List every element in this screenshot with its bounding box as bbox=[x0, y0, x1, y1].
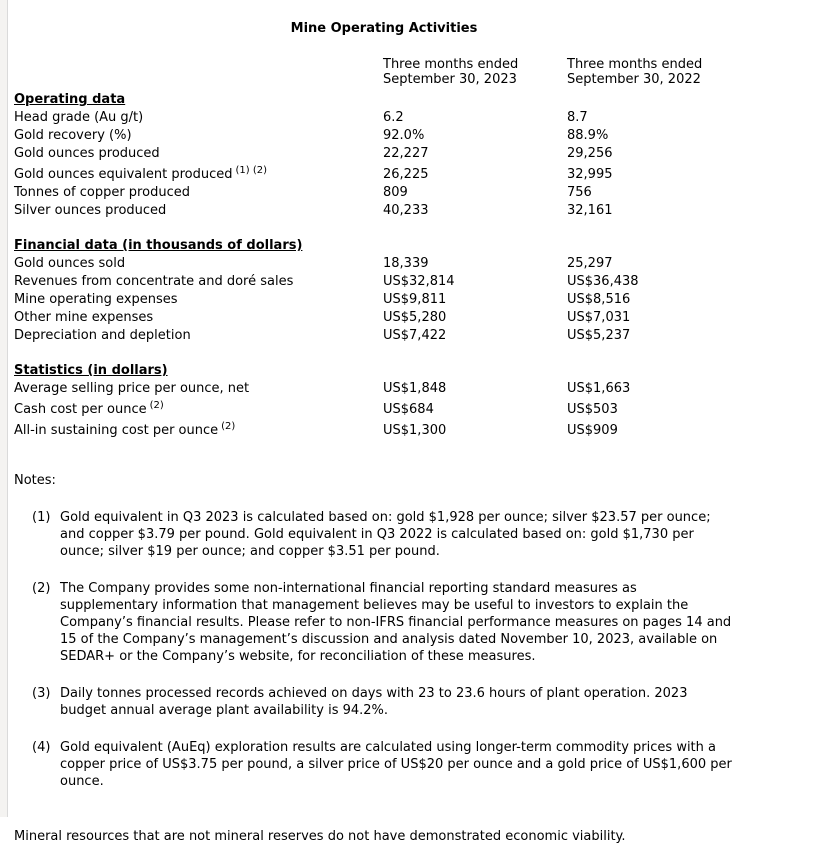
footnote-reference: (2) bbox=[149, 399, 164, 411]
note-text: Gold equivalent in Q3 2023 is calculated based on: gold $1,928 per ounce; silver $23.57 per ounce; and copper $3.79 per pound. Gold equivalent in Q3 2022 is calculated based on: gold $1,730 per ounce; silver $19 per ounce; and copper $3.51 per pound. bbox=[60, 510, 711, 559]
row-label: Gold ounces equivalent produced $^{(1) (2)}$ bbox=[14, 164, 268, 182]
value-2023: 18,339 bbox=[383, 256, 429, 271]
left-gutter-strip bbox=[0, 0, 8, 817]
note-item bbox=[14, 509, 790, 560]
row-label: Gold ounces produced bbox=[14, 146, 160, 161]
row-label: Cash cost per ounce $^{(2)}$ bbox=[14, 399, 164, 417]
note-text: The Company provides some non-international financial reporting standard measures as supplementary information that management believes may be useful to investors to explain the Company’s financial results. Please refer to non-IFRS financial performance measures on pages 14 and 15 of the Company’s management’s discussion and analysis dated November 10, 2023, available on SEDAR+ or the Company’s website, for reconciliation of these measures. bbox=[60, 581, 732, 664]
footnote-reference: (2) bbox=[221, 420, 236, 432]
row-label: Gold recovery (%) bbox=[14, 128, 132, 143]
value-2023: US$7,422 bbox=[383, 328, 447, 343]
row-label: Tonnes of copper produced bbox=[14, 185, 190, 200]
table-row bbox=[14, 202, 790, 220]
table-row bbox=[14, 327, 790, 345]
section-heading: Operating data bbox=[14, 92, 126, 107]
value-2023: US$1,848 bbox=[383, 381, 447, 396]
notes-section bbox=[14, 472, 790, 790]
value-2022: 756 bbox=[567, 185, 592, 200]
value-2022: US$36,438 bbox=[567, 274, 639, 289]
note-item bbox=[14, 739, 790, 790]
value-2023: 26,225 bbox=[383, 167, 429, 182]
note-number: (3) bbox=[32, 686, 51, 701]
value-2023: US$5,280 bbox=[383, 310, 447, 325]
column-header-2022-line1: Three months ended bbox=[567, 57, 703, 72]
value-2022: US$503 bbox=[567, 402, 618, 417]
column-header-2022 bbox=[567, 57, 790, 87]
value-2022: US$909 bbox=[567, 423, 618, 438]
row-label: Mine operating expenses bbox=[14, 292, 178, 307]
row-label: Other mine expenses bbox=[14, 310, 154, 325]
table-row bbox=[14, 127, 790, 145]
section-heading: Statistics (in dollars) bbox=[14, 363, 168, 378]
page-title: Mine Operating Activities bbox=[290, 21, 478, 36]
table-section bbox=[14, 362, 790, 440]
row-label: All-in sustaining cost per ounce $^{(2)}$ bbox=[14, 420, 236, 438]
value-2022: 32,995 bbox=[567, 167, 613, 182]
row-label: Head grade (Au g/t) bbox=[14, 110, 144, 125]
table-row bbox=[14, 255, 790, 273]
value-2023: 22,227 bbox=[383, 146, 429, 161]
column-header-2022-line2: September 30, 2022 bbox=[567, 72, 701, 87]
value-2023: 40,233 bbox=[383, 203, 429, 218]
value-2023: US$32,814 bbox=[383, 274, 455, 289]
value-2023: US$9,811 bbox=[383, 292, 447, 307]
value-2023: 6.2 bbox=[383, 110, 404, 125]
data-table bbox=[14, 91, 790, 440]
value-2022: US$1,663 bbox=[567, 381, 631, 396]
note-number: (2) bbox=[32, 581, 51, 596]
table-row bbox=[14, 273, 790, 291]
footnote-reference: (1) (2) bbox=[235, 164, 268, 176]
table-row bbox=[14, 184, 790, 202]
note-number: (4) bbox=[32, 740, 51, 755]
table-row bbox=[14, 109, 790, 127]
value-2022: 25,297 bbox=[567, 256, 613, 271]
section-heading: Financial data (in thousands of dollars) bbox=[14, 238, 303, 253]
note-text: Gold equivalent (AuEq) exploration results are calculated using longer-term commodity prices with a copper price of US$3.75 per pound, a silver price of US$20 per ounce and a gold price of US$1,600 per ounce. bbox=[60, 740, 732, 789]
row-label: Silver ounces produced bbox=[14, 203, 167, 218]
row-label: Gold ounces sold bbox=[14, 256, 126, 271]
column-header-2023 bbox=[383, 57, 567, 87]
table-section bbox=[14, 91, 790, 220]
value-2022: 32,161 bbox=[567, 203, 613, 218]
note-number: (1) bbox=[32, 510, 51, 525]
value-2023: US$1,300 bbox=[383, 423, 447, 438]
table-row bbox=[14, 145, 790, 163]
table-row bbox=[14, 380, 790, 398]
table-row bbox=[14, 419, 790, 440]
value-2022: US$8,516 bbox=[567, 292, 631, 307]
note-text: Daily tonnes processed records achieved on days with 23 to 23.6 hours of plant operation. 2023 budget annual average plant availability is 94.2%. bbox=[60, 686, 688, 718]
value-2023: US$684 bbox=[383, 402, 434, 417]
notes-list bbox=[14, 509, 790, 790]
value-2023: 809 bbox=[383, 185, 408, 200]
note-item bbox=[14, 685, 790, 719]
value-2022: 88.9% bbox=[567, 128, 609, 143]
row-label: Depreciation and depletion bbox=[14, 328, 191, 343]
document-content bbox=[14, 0, 790, 845]
table-section bbox=[14, 237, 790, 345]
row-label: Average selling price per ounce, net bbox=[14, 381, 250, 396]
table-row bbox=[14, 309, 790, 327]
footer-disclaimer: Mineral resources that are not mineral reserves do not have demonstrated economic viability. bbox=[14, 829, 626, 844]
value-2022: US$5,237 bbox=[567, 328, 631, 343]
column-header-row bbox=[14, 57, 790, 87]
row-label: Revenues from concentrate and doré sales bbox=[14, 274, 294, 289]
table-row bbox=[14, 291, 790, 309]
table-row bbox=[14, 398, 790, 419]
value-2022: 8.7 bbox=[567, 110, 588, 125]
note-item bbox=[14, 580, 790, 665]
value-2023: 92.0% bbox=[383, 128, 425, 143]
table-row bbox=[14, 163, 790, 184]
column-header-2023-line1: Three months ended bbox=[383, 57, 519, 72]
value-2022: US$7,031 bbox=[567, 310, 631, 325]
value-2022: 29,256 bbox=[567, 146, 613, 161]
notes-heading: Notes: bbox=[14, 473, 56, 488]
column-header-2023-line2: September 30, 2023 bbox=[383, 72, 517, 87]
column-header-spacer bbox=[14, 57, 383, 87]
